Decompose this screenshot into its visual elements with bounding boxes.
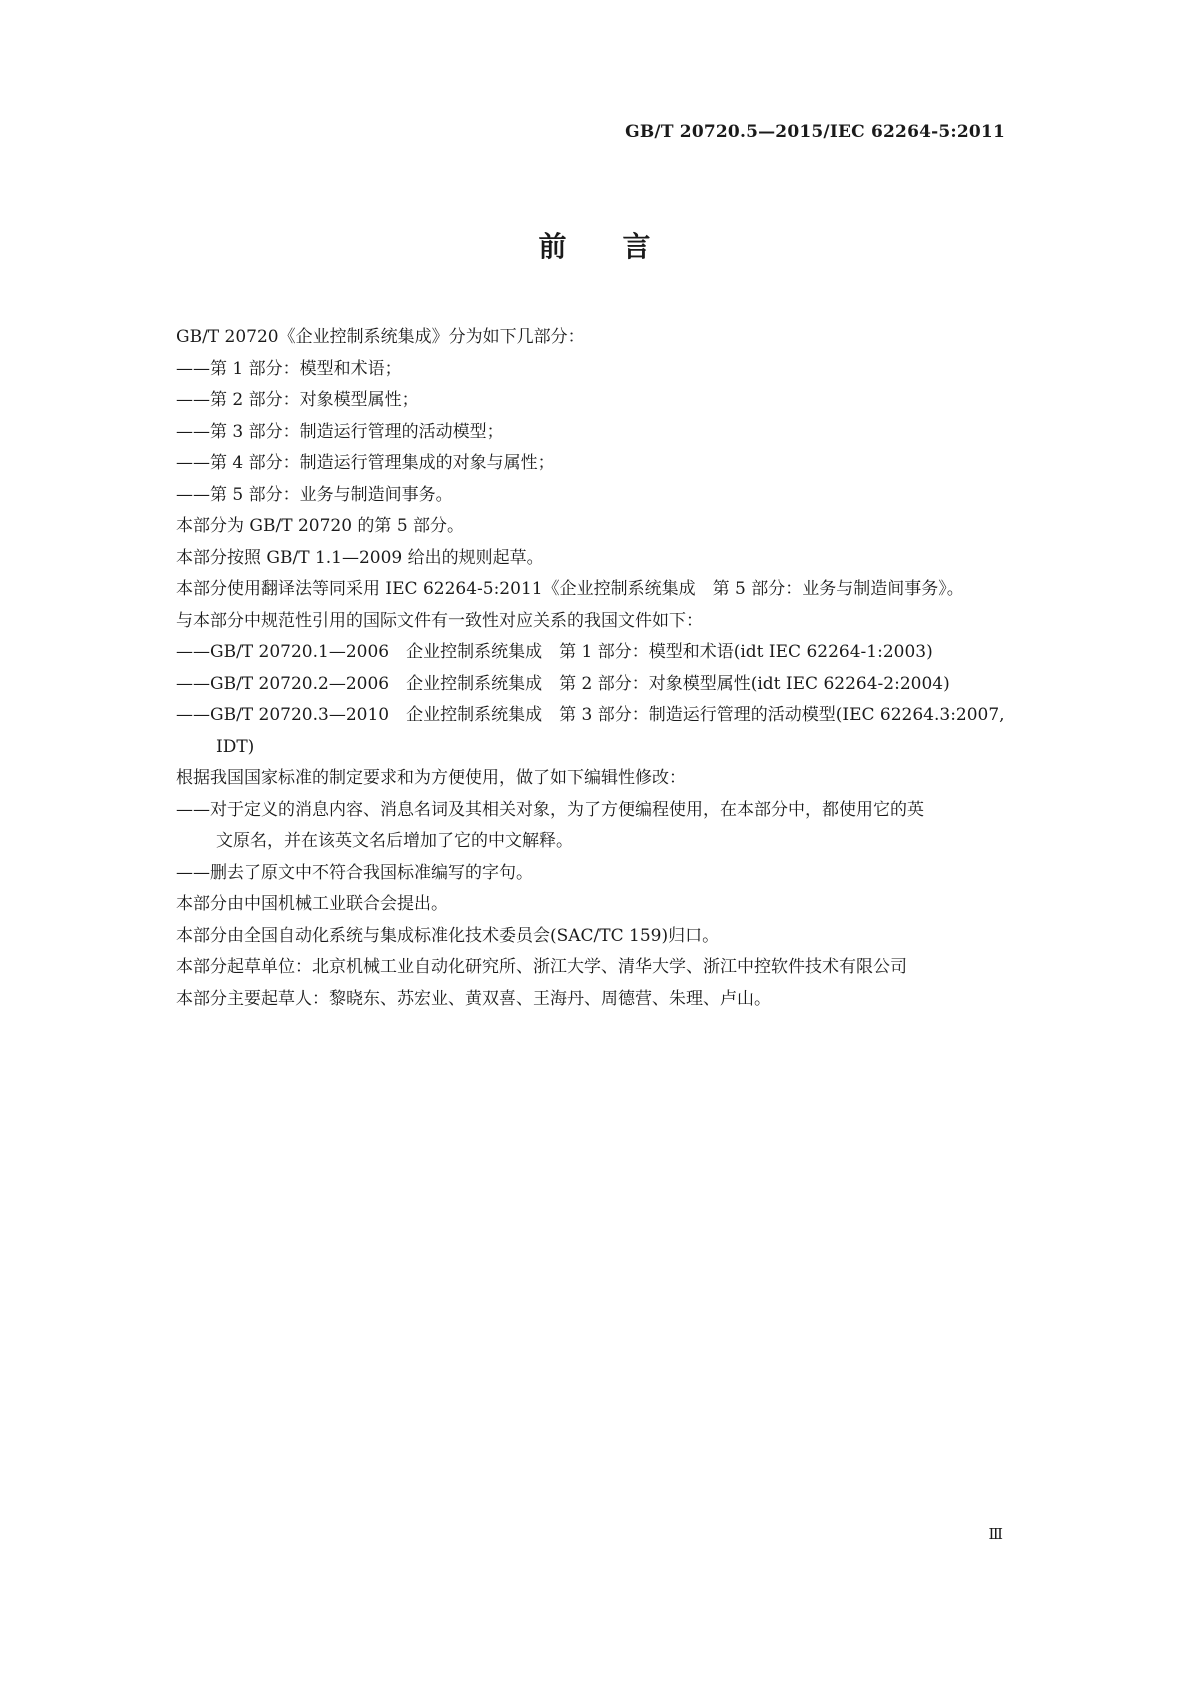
paragraph-translation: 本部分使用翻译法等同采用 IEC 62264-5:2011《企业控制系统集成 第 5 部分：业务与制造间事务》。 <box>176 579 964 599</box>
paragraph-proposer: 本部分由中国机械工业联合会提出。 <box>176 894 448 914</box>
list-item-ref-3-continued: IDT) <box>216 736 255 757</box>
paragraph-corresponding-docs: 与本部分中规范性引用的国际文件有一致性对应关系的我国文件如下： <box>176 610 703 631</box>
page-number: Ⅲ <box>988 1525 1003 1543</box>
list-item-change-1: ——对于定义的消息内容、消息名词及其相关对象，为了方便编程使用，在本部分中，都使用它的英 <box>176 799 924 820</box>
list-item-part-2: ——第 2 部分：对象模型属性； <box>176 390 419 410</box>
foreword-body <box>176 322 1056 1015</box>
paragraph-drafting-units: 本部分起草单位：北京机械工业自动化研究所、浙江大学、清华大学、浙江中控软件技术有限公司 <box>176 957 907 977</box>
paragraph-editorial-changes: 根据我国国家标准的制定要求和为方便使用，做了如下编辑性修改： <box>176 768 686 788</box>
list-item-part-1: ——第 1 部分：模型和术语； <box>176 358 402 379</box>
standard-code-header: GB/T 20720.5—2015/IEC 62264-5:2011 <box>625 122 1005 142</box>
paragraph-this-part: 本部分为 GB/T 20720 的第 5 部分。 <box>176 516 465 536</box>
list-item-ref-3: ——GB/T 20720.3—2010 企业控制系统集成 第 3 部分：制造运行管理的活动模型(IEC 62264.3:2007, <box>176 705 1005 725</box>
paragraph-drafting-rules: 本部分按照 GB/T 1.1—2009 给出的规则起草。 <box>176 547 544 568</box>
list-item-part-5: ——第 5 部分：业务与制造间事务。 <box>176 484 453 505</box>
list-item-part-4: ——第 4 部分：制造运行管理集成的对象与属性； <box>176 453 555 473</box>
paragraph-administration: 本部分由全国自动化系统与集成标准化技术委员会(SAC/TC 159)归口。 <box>176 925 720 946</box>
list-item-change-1-continued: 文原名，并在该英文名后增加了它的中文解释。 <box>216 831 573 851</box>
list-item-ref-2: ——GB/T 20720.2—2006 企业控制系统集成 第 2 部分：对象模型属性(idt IEC 62264-2:2004) <box>176 673 950 694</box>
list-item-ref-1: ——GB/T 20720.1—2006 企业控制系统集成 第 1 部分：模型和术语(idt IEC 62264-1:2003) <box>176 642 933 662</box>
page-title <box>0 225 1191 265</box>
list-item-change-2: ——删去了原文中不符合我国标准编写的字句。 <box>176 862 533 883</box>
title-char-2: 言 <box>622 230 653 263</box>
list-item-part-3: ——第 3 部分：制造运行管理的活动模型； <box>176 421 504 442</box>
paragraph-parts-intro: GB/T 20720《企业控制系统集成》分为如下几部分： <box>176 327 585 347</box>
paragraph-drafters: 本部分主要起草人：黎晓东、苏宏业、黄双喜、王海丹、周德营、朱理、卢山。 <box>176 988 771 1009</box>
title-char-1: 前 <box>538 230 569 263</box>
